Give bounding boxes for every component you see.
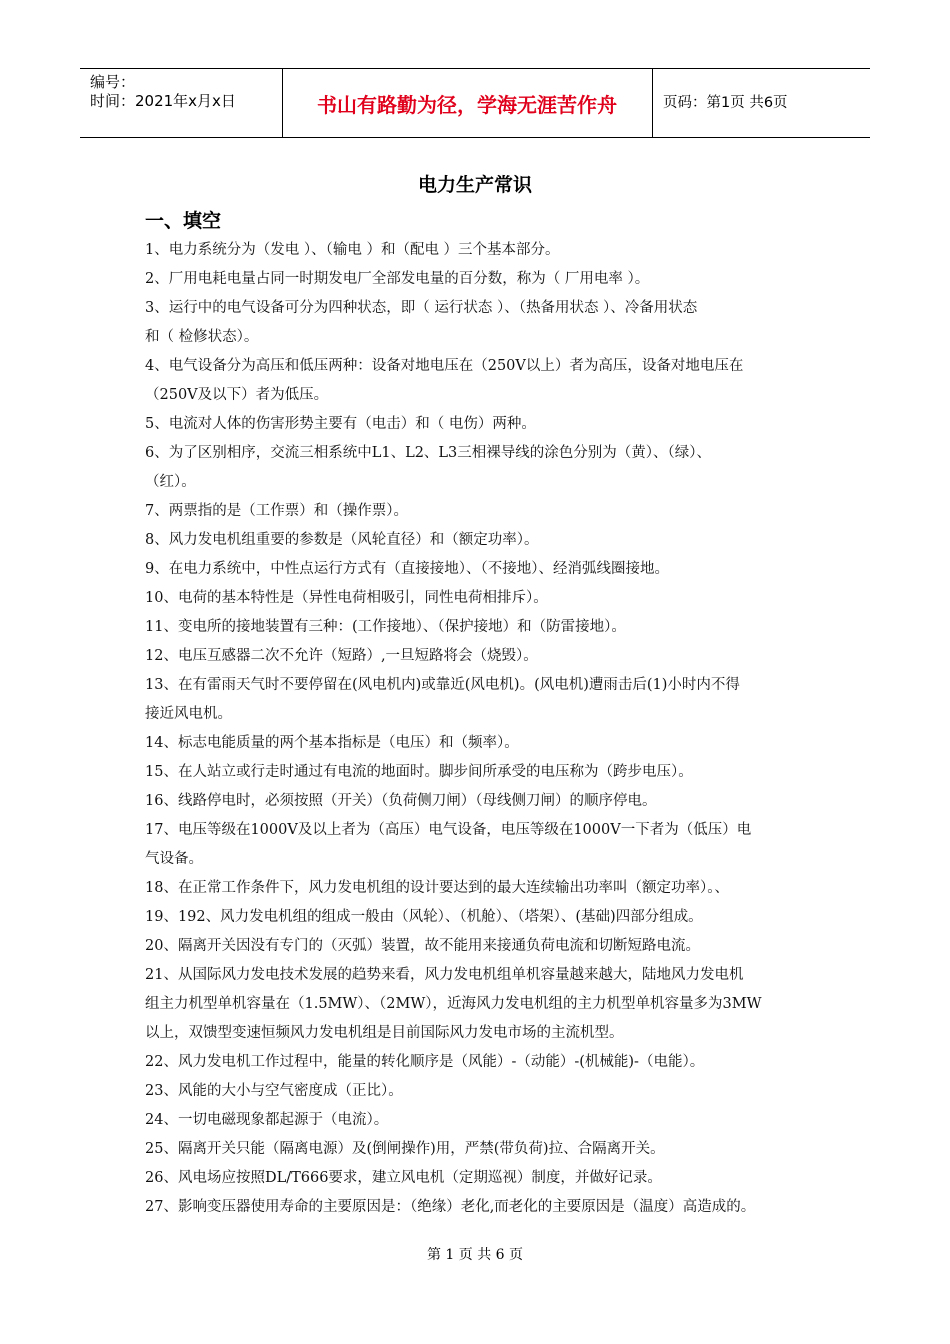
text-line: 11、变电所的接地装置有三种：(工作接地）、（保护接地）和（防雷接地）。 — [145, 619, 626, 635]
text-line: 9、在电力系统中，中性点运行方式有（直接接地）、（不接地）、经消弧线圈接地。 — [145, 561, 669, 577]
text-line: 23、风能的大小与空气密度成（正比）。 — [145, 1083, 403, 1099]
text-line: 22、风力发电机工作过程中，能量的转化顺序是（风能）-（动能）-(机械能)-（电能）。 — [145, 1054, 705, 1070]
text-line: 和（ 检修状态）。 — [145, 329, 259, 345]
text-line: （250V及以下）者为低压。 — [145, 387, 329, 403]
text-line: 气设备。 — [145, 851, 203, 867]
document-title: 电力生产常识 — [417, 174, 532, 196]
text-line: 接近风电机。 — [145, 706, 232, 722]
text-line: 3、运行中的电气设备可分为四种状态，即（ 运行状态 ）、（热备用状态 ）、冷备用状态 — [145, 300, 698, 316]
text-line: 8、风力发电机组重要的参数是（风轮直径）和（额定功率）。 — [145, 532, 539, 548]
motto-text: 书山有路勤为径，学海无涯苦作舟 — [317, 93, 617, 117]
serial-label: 编号： — [90, 73, 136, 91]
text-line: 25、隔离开关只能（隔离电源）及(倒闸操作)用，严禁(带负荷)拉、合隔离开关。 — [145, 1141, 665, 1157]
text-line: 18、在正常工作条件下，风力发电机组的设计要达到的最大连续输出功率叫（额定功率）。、 — [145, 880, 729, 896]
text-line: 20、隔离开关因没有专门的（灭弧）装置，故不能用来接通负荷电流和切断短路电流。 — [145, 938, 700, 954]
header-motto-cell — [282, 69, 653, 137]
text-line: 7、两票指的是（工作票）和（操作票）。 — [145, 503, 408, 519]
text-line: 12、电压互感器二次不允许（短路）,一旦短路将会（烧毁）。 — [145, 648, 538, 664]
header-page-cell — [652, 69, 870, 137]
page-footer: 第 1 页 共 6 页 — [426, 1247, 524, 1263]
text-line: 2、厂用电耗电量占同一时期发电厂全部发电量的百分数，称为（ 厂用电率 ）。 — [145, 271, 650, 287]
document-body — [145, 236, 825, 1222]
page-info: 页码：第1页 共6页 — [663, 95, 788, 111]
text-line: 1、电力系统分为（发电 ）、（输电 ）和（配电 ）三个基本部分。 — [145, 242, 560, 258]
text-line: 16、线路停电时，必须按照（开关）（负荷侧刀闸）（母线侧刀闸）的顺序停电。 — [145, 793, 657, 809]
text-line: 24、一切电磁现象都起源于（电流）。 — [145, 1112, 389, 1128]
text-line: 10、电荷的基本特性是（异性电荷相吸引，同性电荷相排斥）。 — [145, 590, 548, 606]
text-line: 以上，双馈型变速恒频风力发电机组是目前国际风力发电市场的主流机型。 — [145, 1025, 624, 1041]
text-line: 17、电压等级在1000V及以上者为（高压）电气设备，电压等级在1000V一下者为（低压）电 — [145, 822, 752, 838]
text-line: 27、影响变压器使用寿命的主要原因是：（绝缘）老化,而老化的主要原因是（温度）高造成的。 — [145, 1199, 756, 1215]
text-line: 6、为了区别相序，交流三相系统中L1、L2、L3三相裸导线的涂色分别为（黄）、（绿）、 — [145, 445, 712, 461]
text-line: 14、标志电能质量的两个基本指标是（电压）和（频率）。 — [145, 735, 519, 751]
text-line: 21、从国际风力发电技术发展的趋势来看，风力发电机组单机容量越来越大，陆地风力发电机 — [145, 967, 744, 983]
text-line: 19、192、风力发电机组的组成一般由（风轮）、（机舱）、（塔架）、(基础)四部分组成。 — [145, 909, 703, 925]
header-table — [80, 68, 870, 138]
text-line: 15、在人站立或行走时通过有电流的地面时。脚步间所承受的电压称为（跨步电压）。 — [145, 764, 693, 780]
text-line: （红）。 — [145, 474, 196, 490]
header-meta-cell — [80, 69, 283, 137]
time-label: 时间：2021年x月x日 — [90, 92, 236, 110]
text-line: 26、风电场应按照DL/T666要求，建立风电机（定期巡视）制度，并做好记录。 — [145, 1170, 662, 1186]
text-line: 4、电气设备分为高压和低压两种：设备对地电压在（250V以上）者为高压，设备对地电压在 — [145, 358, 744, 374]
text-line: 组主力机型单机容量在（1.5MW）、（2MW），近海风力发电机组的主力机型单机容量多为3MW — [145, 996, 762, 1012]
text-line: 13、在有雷雨天气时不要停留在(风电机内)或靠近(风电机)。(风电机)遭雨击后(1)小时内不得 — [145, 677, 740, 693]
text-line: 5、电流对人体的伤害形势主要有（电击）和（ 电伤）两种。 — [145, 416, 536, 432]
section-heading: 一、填空 — [145, 210, 222, 232]
